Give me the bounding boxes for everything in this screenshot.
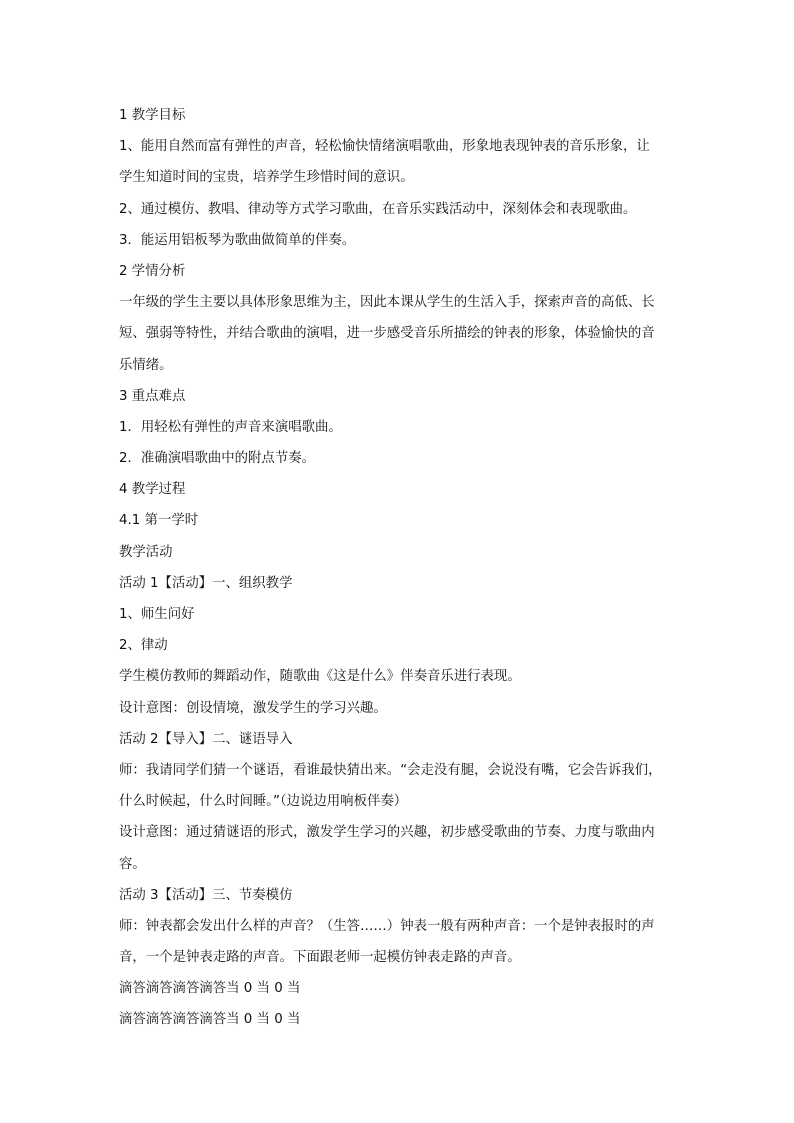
paragraph-line: 1．用轻松有弹性的声音来演唱歌曲。 (119, 419, 342, 435)
activity-heading: 活动 3【活动】三、节奏模仿 (119, 887, 293, 903)
paragraph-line: 2、通过模仿、教唱、律动等方式学习歌曲，在音乐实践活动中，深刻体会和表现歌曲。 (119, 201, 637, 217)
paragraph-line: 3．能运用铝板琴为歌曲做简单的伴奏。 (119, 232, 356, 248)
paragraph-line: 学生模仿教师的舞蹈动作，随歌曲《这是什么》伴奏音乐进行表现。 (119, 669, 521, 685)
paragraph-line: 一年级的学生主要以具体形象思维为主，因此本课从学生的生活入手，探索声音的高低、长 (119, 295, 655, 311)
rhythm-line: 滴答滴答滴答滴答当 0 当 0 当 (119, 981, 301, 997)
design-intent-line: 设计意图：创设情境，激发学生的学习兴趣。 (119, 700, 387, 716)
paragraph-line: 音，一个是钟表走路的声音。下面跟老师一起模仿钟表走路的声音。 (119, 950, 521, 966)
subsection-heading-activities: 教学活动 (119, 544, 173, 560)
paragraph-line: 容。 (119, 856, 146, 872)
subsection-heading-first-lesson: 4.1 第一学时 (119, 513, 199, 529)
design-intent-line: 设计意图：通过猜谜语的形式，激发学生学习的兴趣，初步感受歌曲的节奏、力度与歌曲内 (119, 825, 655, 841)
section-heading-teaching-process: 4 教学过程 (119, 482, 186, 498)
paragraph-line: 师：钟表都会发出什么样的声音？（生答……）钟表一般有两种声音：一个是钟表报时的声 (119, 918, 655, 934)
section-heading-key-points: 3 重点难点 (119, 388, 186, 404)
activity-heading: 活动 1【活动】一、组织教学 (119, 575, 293, 591)
rhythm-line: 滴答滴答滴答滴答当 0 当 0 当 (119, 1012, 301, 1028)
activity-heading: 活动 2【导入】二、谜语导入 (119, 731, 293, 747)
paragraph-line: 乐情绪。 (119, 357, 173, 373)
paragraph-line: 2、律动 (119, 638, 168, 654)
section-heading-teaching-goals: 1 教学目标 (119, 108, 186, 123)
paragraph-line: 2．准确演唱歌曲中的附点节奏。 (119, 451, 315, 467)
paragraph-line: 什么时候起，什么时间睡。”（边说边用响板伴奏） (119, 794, 408, 810)
paragraph-line: 师：我请同学们猜一个谜语，看谁最快猜出来。“会走没有腿，会说没有嘴，它会告诉我们， (119, 762, 662, 778)
section-heading-student-analysis: 2 学情分析 (119, 263, 186, 279)
paragraph-line: 1、师生问好 (119, 607, 195, 622)
paragraph-line: 1、能用自然而富有弹性的声音，轻松愉快情绪演唱歌曲，形象地表现钟表的音乐形象，让 (119, 139, 650, 155)
paragraph-line: 学生知道时间的宝贵，培养学生珍惜时间的意识。 (119, 170, 414, 186)
document-body (119, 100, 679, 1036)
paragraph-line: 短、强弱等特性，并结合歌曲的演唱，进一步感受音乐所描绘的钟表的形象，体验愉快的音 (119, 326, 655, 342)
